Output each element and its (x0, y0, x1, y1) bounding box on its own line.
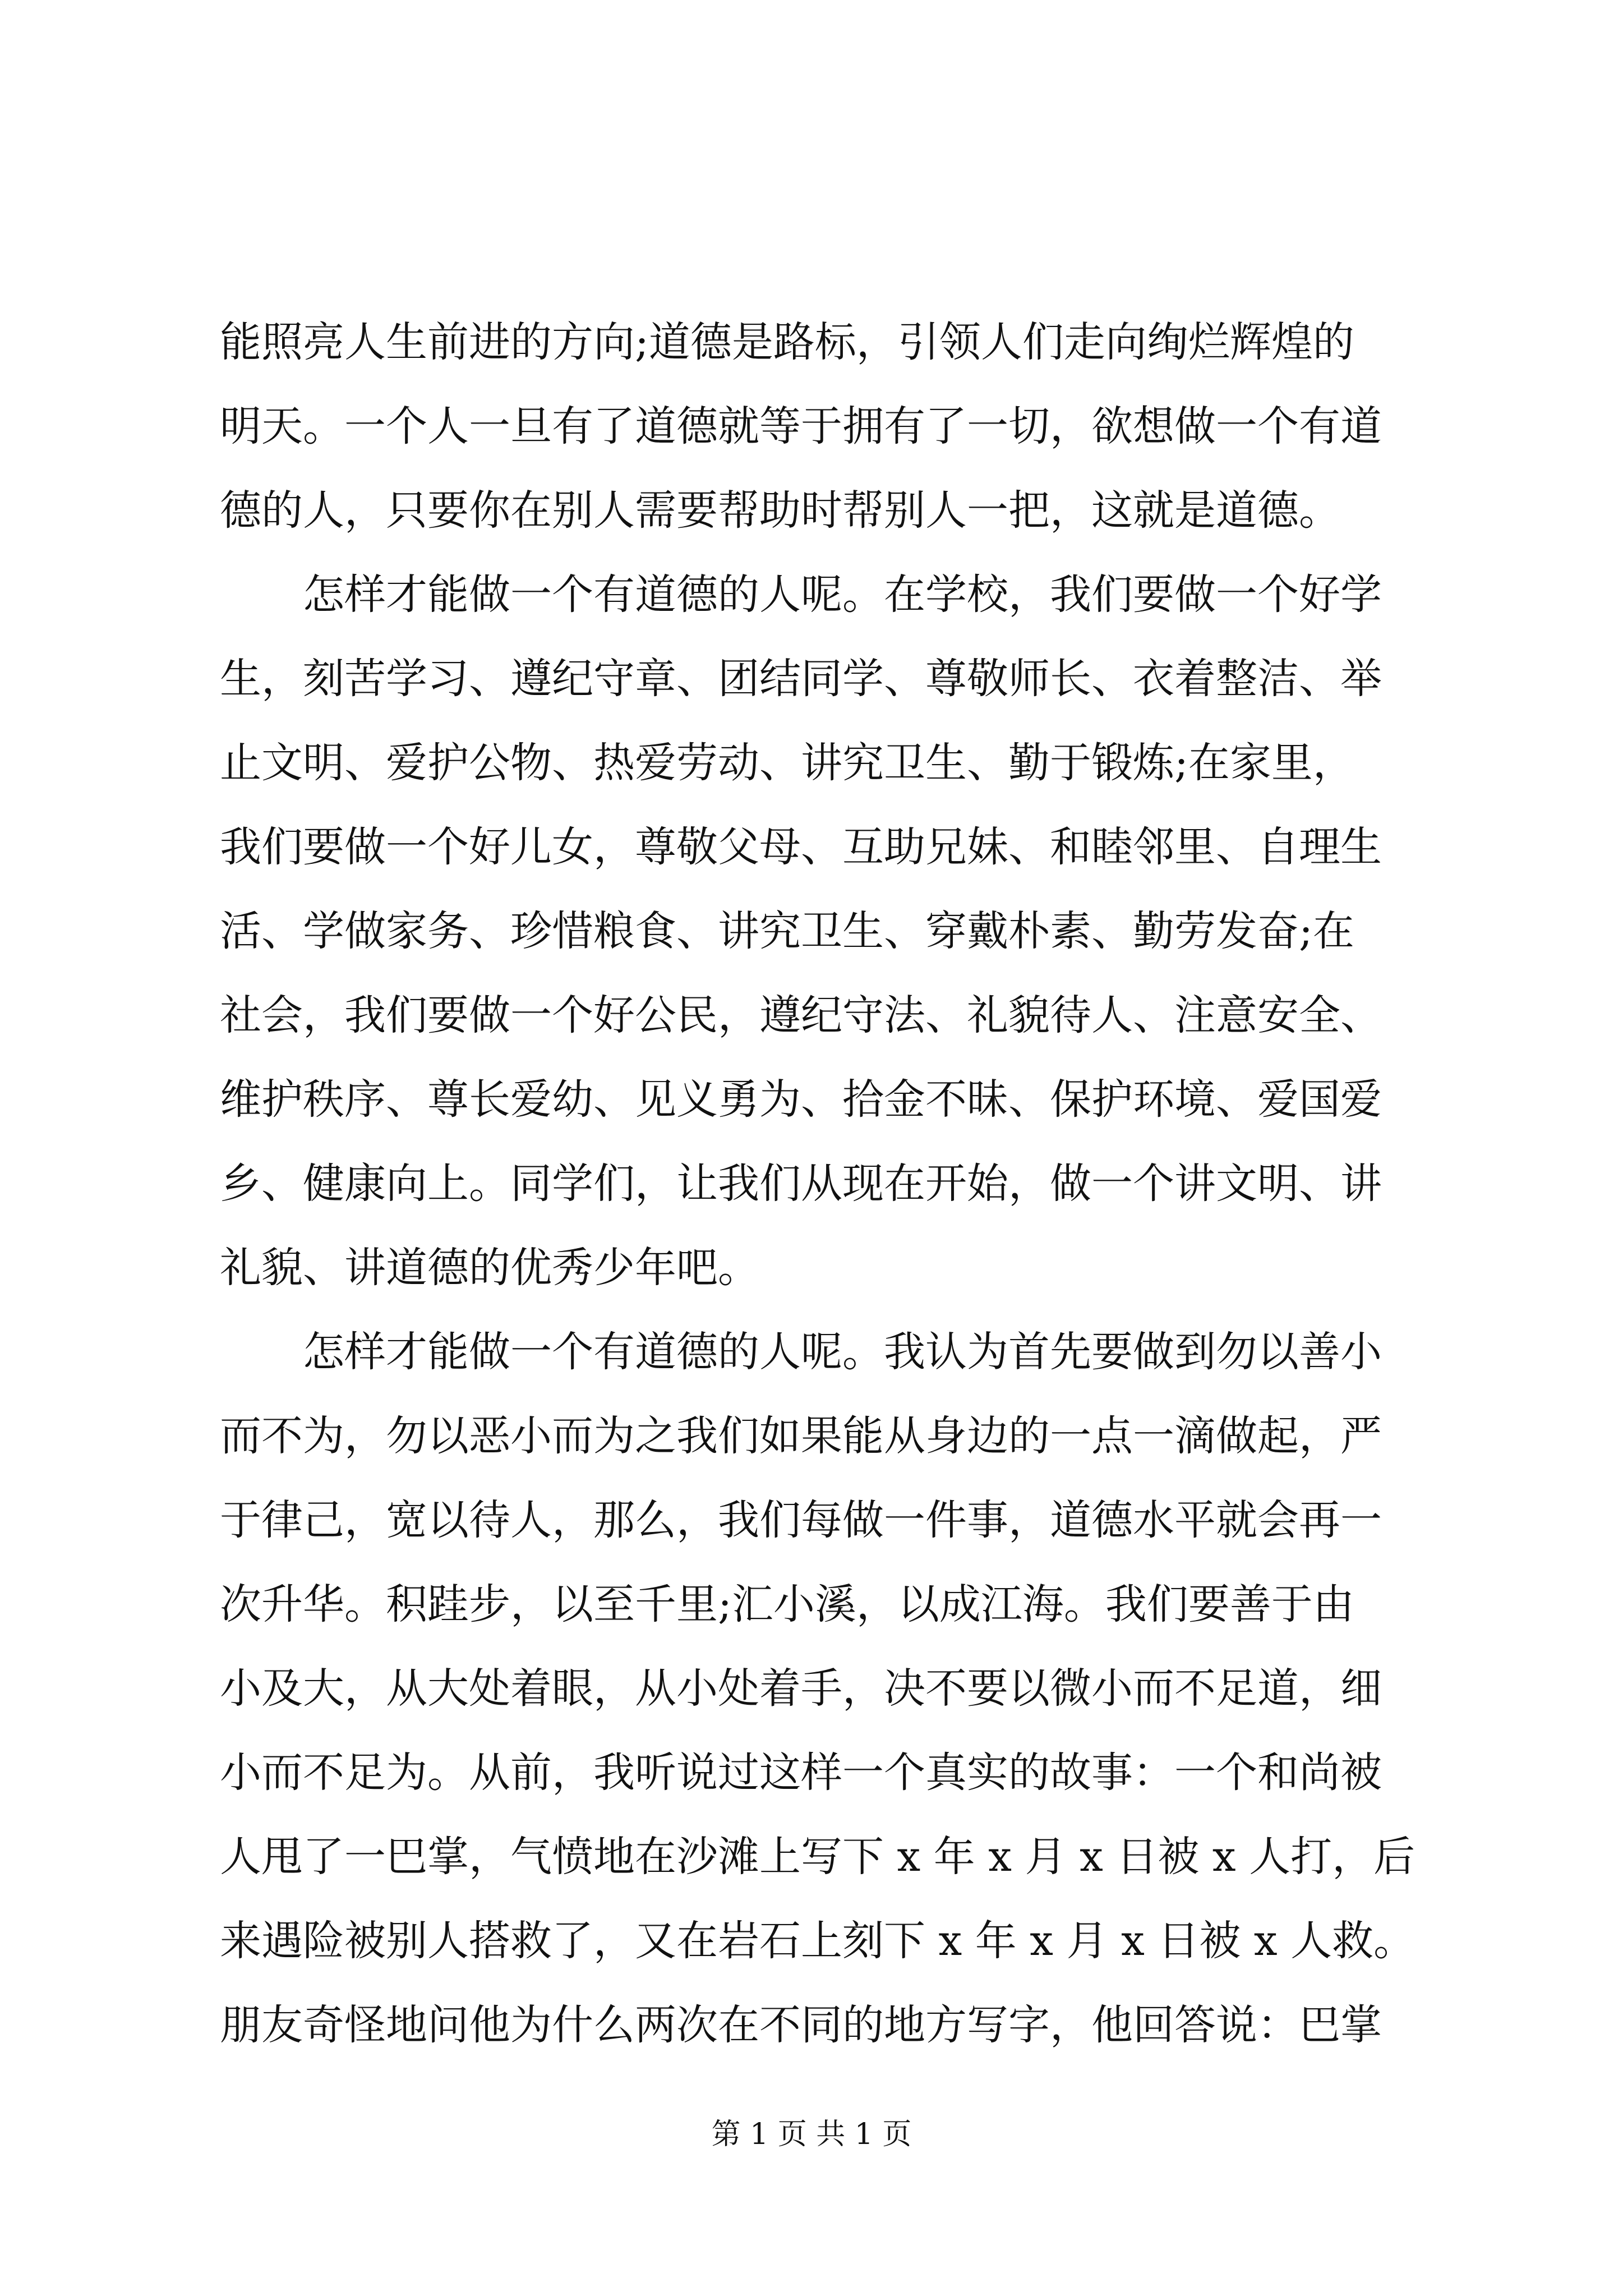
text-line: 乡、健康向上。同学们，让我们从现在开始，做一个讲文明、讲 (220, 1159, 1382, 1208)
text-line: 社会，我们要做一个好公民，遵纪守法、礼貌待人、注意安全、 (220, 991, 1382, 1039)
text-line: 生，刻苦学习、遵纪守章、团结同学、尊敬师长、衣着整洁、举 (220, 655, 1382, 703)
text-line: 明天。一个人一旦有了道德就等于拥有了一切，欲想做一个有道 (220, 402, 1382, 450)
text-line: 而不为，勿以恶小而为之我们如果能从身边的一点一滴做起，严 (220, 1412, 1382, 1460)
text-line: 小而不足为。从前，我听说过这样一个真实的故事：一个和尚被 (220, 1749, 1382, 1797)
text-line: 维护秩序、尊长爱幼、见义勇为、拾金不昧、保护环境、爱国爱 (220, 1075, 1382, 1124)
text-line: 德的人，只要你在别人需要帮助时帮别人一把，这就是道德。 (220, 486, 1340, 535)
text-line: 怎样才能做一个有道德的人呢。在学校，我们要做一个好学 (303, 570, 1382, 619)
text-line: 于律己，宽以待人，那么，我们每做一件事，道德水平就会再一 (220, 1496, 1382, 1544)
text-line: 怎样才能做一个有道德的人呢。我认为首先要做到勿以善小 (303, 1328, 1382, 1376)
text-line: 活、学做家务、珍惜粮食、讲究卫生、穿戴朴素、勤劳发奋;在 (220, 907, 1354, 955)
text-line: 我们要做一个好儿女，尊敬父母、互助兄妹、和睦邻里、自理生 (220, 823, 1382, 871)
page-footer: 第 1 页 共 1 页 (711, 2118, 912, 2151)
text-line: 人甩了一巴掌，气愤地在沙滩上写下 x 年 x 月 x 日被 x 人打，后 (220, 1833, 1415, 1881)
text-line: 止文明、爱护公物、热爱劳动、讲究卫生、勤于锻炼;在家里， (220, 739, 1354, 787)
text-line: 礼貌、讲道德的优秀少年吧。 (220, 1244, 759, 1292)
text-line: 小及大，从大处着眼，从小处着手，决不要以微小而不足道，细 (220, 1664, 1382, 1713)
text-line: 朋友奇怪地问他为什么两次在不同的地方写字，他回答说：巴掌 (220, 2001, 1382, 2049)
text-line: 次升华。积跬步，以至千里;汇小溪，以成江海。我们要善于由 (220, 1580, 1354, 1628)
text-line: 来遇险被别人搭救了，又在岩石上刻下 x 年 x 月 x 日被 x 人救。 (220, 1917, 1415, 1965)
text-line: 能照亮人生前进的方向;道德是路标，引领人们走向绚烂辉煌的 (220, 318, 1354, 366)
document-body (220, 300, 1426, 2067)
